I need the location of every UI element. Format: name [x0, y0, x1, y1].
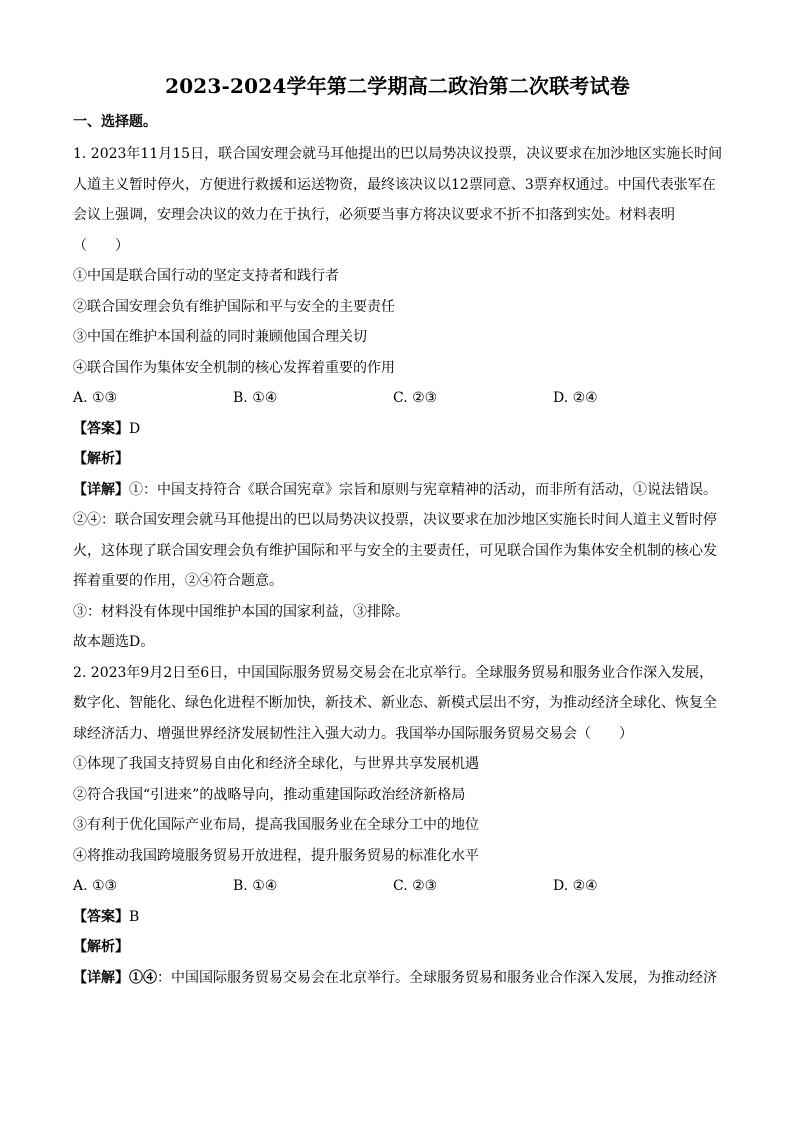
q1-statement: ②联合国安理会负有维护国际和平与安全的主要责任: [73, 298, 395, 315]
q1-answer-label: 【答案】: [73, 420, 129, 437]
q1-stem-line: （ ）: [73, 237, 129, 254]
q2-statement: ④将推动我国跨境服务贸易开放进程，提升服务贸易的标准化水平: [73, 847, 479, 864]
q1-analysis-label: 【解析】: [73, 451, 129, 467]
q2-option-b: B. ①④: [233, 878, 278, 894]
q2-stem-line: 2. 2023年9月2日至6日，中国国际服务贸易交易会在北京举行。全球服务贸易和服务业合作深入发展，: [73, 664, 714, 681]
q1-answer-value: D: [129, 420, 141, 437]
q1-detail-line: ③：材料没有体现中国维护本国的国家利益，③排除。: [73, 603, 409, 620]
q2-option-a: A. ①③: [73, 878, 118, 894]
q1-stem-line: 人道主义暂时停火，方便进行救援和运送物资，最终该决议以12票同意、3票弃权通过。中国代表张军在: [73, 176, 716, 193]
q2-statement: ③有利于优化国际产业布局，提高我国服务业在全球分工中的地位: [73, 817, 479, 833]
q2-answer: [73, 902, 722, 933]
q1-detail-line: 故本题选D。: [73, 634, 155, 650]
q2-analysis-label: 【解析】: [73, 939, 129, 955]
q1-detail-text: ①：中国支持符合《联合国宪章》宗旨和原则与宪章精神的活动，而非所有活动，①说法错误。: [129, 481, 717, 498]
q2-statement: ②符合我国“引进来”的战略导向，推动重建国际政治经济新格局: [73, 786, 466, 803]
q1-detail-line: ②④：联合国安理会就马耳他提出的巴以局势决议投票，决议要求在加沙地区实施长时间人道主义暂时停: [73, 512, 717, 528]
q1-stem-line: 会议上强调，安理会决议的效力在于执行，必须要当事方将决议要求不折不扣落到实处。材料表明: [73, 207, 675, 223]
q1-options: [73, 383, 722, 414]
q1-detail-line: 火，这体现了联合国安理会负有维护国际和平与安全的主要责任，可见联合国作为集体安全机制的核心发: [73, 542, 717, 559]
page-title: 2023-2024学年第二学期高二政治第二次联考试卷: [165, 74, 630, 98]
question-1: [73, 139, 722, 658]
q1-detail-line: 挥着重要的作用，②④符合题意。: [73, 573, 283, 589]
q2-detail-bold: ①④: [129, 969, 157, 986]
q2-option-c: C. ②③: [393, 878, 438, 894]
q2-option-d: D. ②④: [553, 878, 598, 894]
q2-answer-label: 【答案】: [73, 908, 129, 925]
q1-option-c: C. ②③: [393, 390, 438, 406]
q2-options: [73, 871, 722, 902]
question-2: [73, 658, 722, 994]
q2-stem-line: 球经济活力、增强世界经济发展韧性注入强大动力。我国举办国际服务贸易交易会（ ）: [73, 725, 633, 742]
q1-statement: ③中国在维护本国利益的同时兼顾他国合理关切: [73, 329, 367, 345]
q2-detail-label: 【详解】: [73, 969, 129, 986]
q2-stem-line: 数字化、智能化、绿色化进程不断加快，新技术、新业态、新模式层出不穷，为推动经济全球化、恢复全: [73, 695, 717, 711]
q1-answer: [73, 414, 722, 445]
q2-detail-text: ：中国国际服务贸易交易会在北京举行。全球服务贸易和服务业合作深入发展，为推动经济: [157, 969, 717, 986]
q2-statement: ①体现了我国支持贸易自由化和经济全球化，与世界共享发展机遇: [73, 756, 479, 772]
q1-detail-label: 【详解】: [73, 481, 129, 498]
q1-option-d: D. ②④: [553, 390, 598, 406]
q2-answer-value: B: [129, 908, 140, 925]
q2-detail-line: [73, 963, 722, 994]
q1-detail-line: [73, 475, 722, 506]
q1-option-b: B. ①④: [233, 390, 278, 406]
section-header: 一、选择题。: [73, 114, 157, 130]
q1-statement: ④联合国作为集体安全机制的核心发挥着重要的作用: [73, 359, 395, 376]
q1-statement: ①中国是联合国行动的坚定支持者和践行者: [73, 268, 339, 284]
q1-stem-line: 1. 2023年11月15日，联合国安理会就马耳他提出的巴以局势决议投票，决议要求在加沙地区实施长时间: [73, 146, 722, 162]
q1-option-a: A. ①③: [73, 390, 118, 406]
